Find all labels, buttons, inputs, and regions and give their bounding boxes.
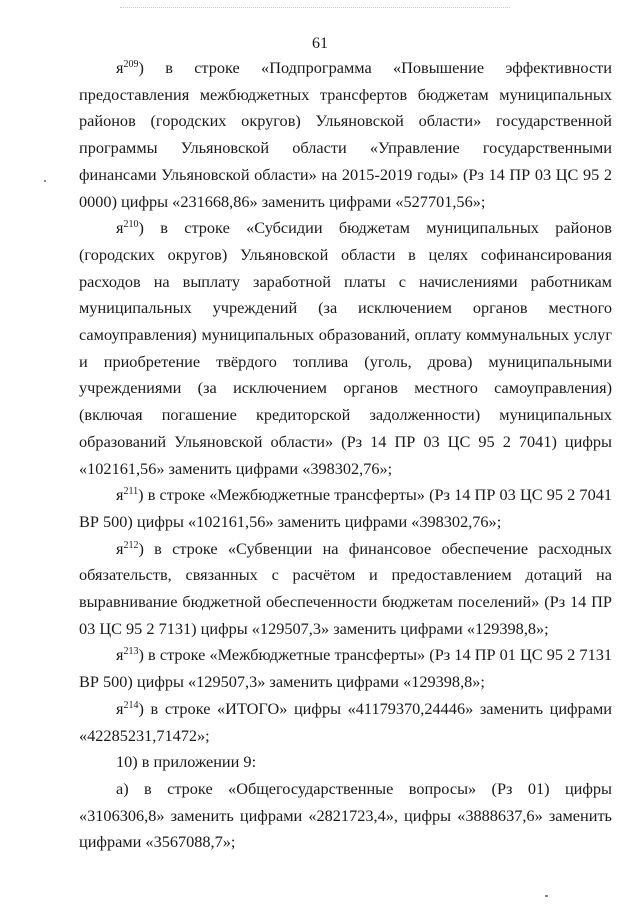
page-number: 61: [312, 35, 328, 52]
scan-artifact-top: [120, 7, 510, 8]
item-number: 214: [123, 699, 139, 711]
paragraph-text: ) в строке «ИТОГО» цифры «41179370,24446» заменить цифрами «42285231,71472»;: [79, 698, 612, 745]
item-number: 210: [123, 219, 139, 231]
scan-artifact-bottom: [545, 895, 548, 897]
item-number: 212: [123, 539, 139, 551]
paragraph-text: ) в строке «Межбюджетные трансферты» (Рз 14 ПР 03 ЦС 95 2 7041 ВР 500) цифры «102161,56» заменить цифрами «398302,76»;: [79, 485, 612, 531]
item-marker: $я^{210}$: [116, 218, 139, 238]
paragraph-212: [79, 536, 612, 643]
item-marker: $я^{212}$: [116, 538, 139, 558]
document-body: [79, 55, 612, 856]
paragraph-211: [79, 482, 612, 535]
paragraph-210: [79, 215, 612, 482]
item-number: 211: [123, 486, 139, 498]
paragraph-209: [79, 55, 612, 215]
item-marker: $я^{213}$: [116, 645, 139, 665]
paragraph-text: ) в строке «Межбюджетные трансферты» (Рз 14 ПР 01 ЦС 95 2 7131 ВР 500) цифры «129507,3» заменить цифрами «129398,8»;: [79, 645, 612, 692]
paragraph-text: ) в строке «Субсидии бюджетам муниципальных районов (городских округов) Ульяновской области в целях софинансирования расходов на выплату заработной платы с начислениями работникам муниципальных учреждений (за исключением органов местного самоуправления) муниципальных образований, оплату коммунальных услуг и приобретение твёрдого топлива (уголь, дрова) муниципальными учреждениями (за исключением органов местного самоуправления) (включая погашение кредиторской задолженности) муниципальных образований Ульяновской области» (Рз 14 ПР 03 ЦС 95 2 7041) цифры «102161,56» заменить цифрами «398302,76»;: [79, 218, 612, 478]
paragraph-213: [79, 642, 612, 695]
item-marker: $я^{211}$: [116, 485, 139, 505]
paragraph-appendix-heading: [79, 749, 612, 776]
item-marker: $я^{209}$: [116, 58, 139, 77]
item-marker: $я^{214}$: [116, 698, 139, 718]
paragraph-appendix-item-a: [79, 776, 612, 856]
scan-artifact-dot: [44, 180, 46, 182]
paragraph-text: 10) в приложении 9:: [116, 752, 257, 772]
paragraph-text: а) в строке «Общегосударственные вопросы» (Рз 01) цифры «3106306,8» заменить цифрами «2821723,4», цифры «3888637,6» заменить цифрами «3567088,7»;: [79, 778, 612, 852]
item-number: 209: [123, 59, 139, 70]
paragraph-text: ) в строке «Подпрограмма «Повышение эффективности предоставления межбюджетных трансфертов бюджетам муниципальных районов (городских округов) Ульяновской области» государственной программы Ульяновской области «Управление государственными финансами Ульяновской области» на 2015-2019 годы» (Рз 14 ПР 03 ЦС 95 2 0000) цифры «231668,86» заменить цифрами «527701,56»;: [79, 58, 612, 211]
item-number: 213: [123, 646, 139, 658]
paragraph-214: [79, 696, 612, 749]
paragraph-text: ) в строке «Субвенции на финансовое обеспечение расходных обязательств, связанных с расчётом и предоставлением дотаций на выравнивание бюджетной обеспеченности бюджетам поселений» (Рз 14 ПР 03 ЦС 95 2 7131) цифры «129507,3» заменить цифрами «129398,8»;: [79, 538, 612, 638]
